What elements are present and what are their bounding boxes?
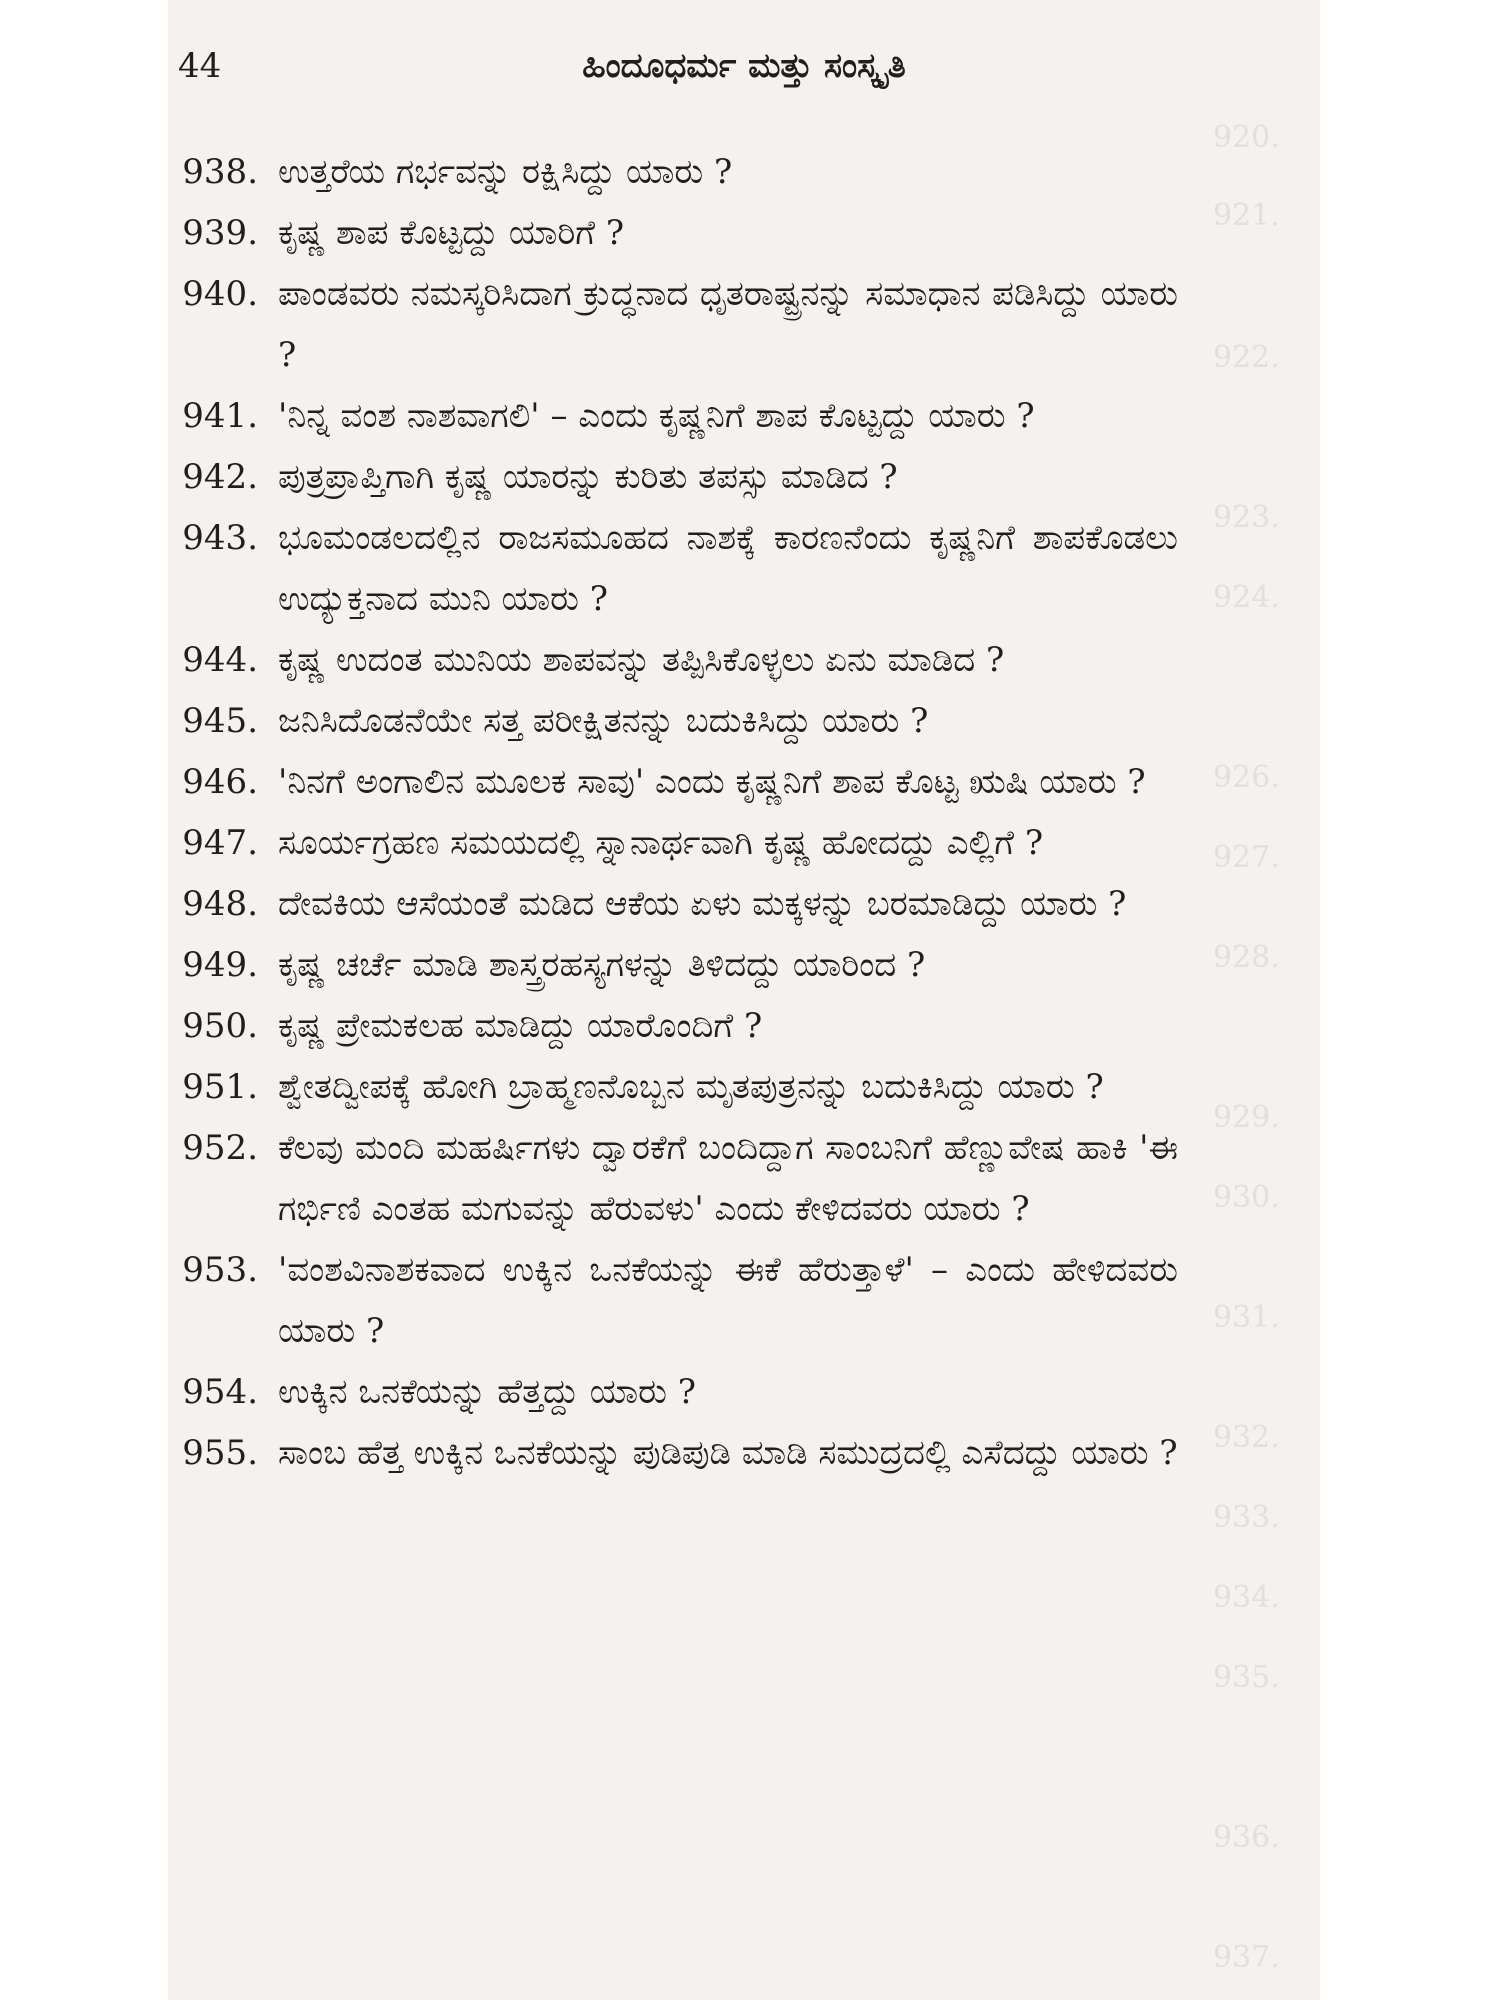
question-item xyxy=(168,691,1320,752)
question-item xyxy=(168,813,1320,874)
question-item xyxy=(168,630,1320,691)
question-item xyxy=(168,386,1320,447)
question-item xyxy=(168,935,1320,996)
question-number: 955. xyxy=(182,1433,258,1473)
question-number: 942. xyxy=(182,457,258,497)
question-number: 938. xyxy=(182,152,258,192)
question-text: 'ನಿನ್ನ ವಂಶ ನಾಶವಾಗಲಿ' – ಎಂದು ಕೃಷ್ಣನಿಗೆ ಶಾಪ ಕೊಟ್ಟದ್ದು ಯಾರು ? xyxy=(278,396,1035,436)
question-text: ದೇವಕಿಯ ಆಸೆಯಂತೆ ಮಡಿದ ಆಕೆಯ ಏಳು ಮಕ್ಕಳನ್ನು ಬರಮಾಡಿದ್ದು ಯಾರು ? xyxy=(278,884,1127,924)
question-text: 'ನಿನಗೆ ಅಂಗಾಲಿನ ಮೂಲಕ ಸಾವು' ಎಂದು ಕೃಷ್ಣನಿಗೆ ಶಾಪ ಕೊಟ್ಟ ಋಷಿ ಯಾರು ? xyxy=(278,762,1146,802)
question-number: 953. xyxy=(182,1250,258,1290)
question-number: 947. xyxy=(182,823,258,863)
question-number: 951. xyxy=(182,1067,258,1107)
question-number: 940. xyxy=(182,274,258,314)
question-number: 948. xyxy=(182,884,258,924)
question-number: 949. xyxy=(182,945,258,985)
question-item xyxy=(168,996,1320,1057)
question-text: ಉಕ್ಕಿನ ಒನಕೆಯನ್ನು ಹೆತ್ತದ್ದು ಯಾರು ? xyxy=(278,1372,696,1412)
question-text: ಕೆಲವು ಮಂದಿ ಮಹರ್ಷಿಗಳು ದ್ವಾರಕೆಗೆ ಬಂದಿದ್ದಾಗ ಸಾಂಬನಿಗೆ ಹೆಣ್ಣುವೇಷ ಹಾಕಿ 'ಈ ಗರ್ಭಿಣಿ ಎಂತಹ ಮಗುವನ್ನು ಹೆರುವಳು' ಎಂದು ಕೇಳಿದವರು ಯಾರು ? xyxy=(278,1128,1178,1229)
question-item xyxy=(168,1362,1320,1423)
question-text: ಕೃಷ್ಣ ಉದಂತ ಮುನಿಯ ಶಾಪವನ್ನು ತಪ್ಪಿಸಿಕೊಳ್ಳಲು ಏನು ಮಾಡಿದ ? xyxy=(278,640,1005,680)
question-item xyxy=(168,1240,1320,1362)
question-text: ಸೂರ್ಯಗ್ರಹಣ ಸಮಯದಲ್ಲಿ ಸ್ನಾನಾರ್ಥವಾಗಿ ಕೃಷ್ಣ ಹೋದದ್ದು ಎಲ್ಲಿಗೆ ? xyxy=(278,823,1044,863)
question-number: 952. xyxy=(182,1128,258,1168)
book-page xyxy=(168,0,1320,2000)
question-text: ಕೃಷ್ಣ ಚರ್ಚೆ ಮಾಡಿ ಶಾಸ್ತ್ರರಹಸ್ಯಗಳನ್ನು ತಿಳಿದದ್ದು ಯಾರಿಂದ ? xyxy=(278,945,926,985)
bleed-through-text: 920. 921. 922. 923. 924. 926. 927. 928. 929. 930. 931. 932. 933. 934. 935. 936. 937. xyxy=(1213,120,1280,1975)
question-item xyxy=(168,508,1320,630)
page-number: 44 xyxy=(178,46,222,86)
question-text: ಕೃಷ್ಣ ಶಾಪ ಕೊಟ್ಟದ್ದು ಯಾರಿಗೆ ? xyxy=(278,213,625,253)
page-header xyxy=(168,40,1320,90)
question-item xyxy=(168,203,1320,264)
question-text: ಶ್ವೇತದ್ವೀಪಕ್ಕೆ ಹೋಗಿ ಬ್ರಾಹ್ಮಣನೊಬ್ಬನ ಮೃತಪುತ್ರನನ್ನು ಬದುಕಿಸಿದ್ದು ಯಾರು ? xyxy=(278,1067,1104,1107)
question-number: 950. xyxy=(182,1006,258,1046)
question-item xyxy=(168,264,1320,386)
question-number: 946. xyxy=(182,762,258,802)
question-text: ಪುತ್ರಪ್ರಾಪ್ತಿಗಾಗಿ ಕೃಷ್ಣ ಯಾರನ್ನು ಕುರಿತು ತಪಸ್ಸು ಮಾಡಿದ ? xyxy=(278,457,898,497)
question-text: ಉತ್ತರೆಯ ಗರ್ಭವನ್ನು ರಕ್ಷಿಸಿದ್ದು ಯಾರು ? xyxy=(278,152,733,192)
question-number: 954. xyxy=(182,1372,258,1412)
question-number: 944. xyxy=(182,640,258,680)
question-item xyxy=(168,752,1320,813)
question-item xyxy=(168,1118,1320,1240)
question-item xyxy=(168,874,1320,935)
question-number: 939. xyxy=(182,213,258,253)
question-item xyxy=(168,1057,1320,1118)
question-number: 943. xyxy=(182,518,258,558)
question-list xyxy=(168,142,1320,1484)
question-item xyxy=(168,142,1320,203)
question-text: ಜನಿಸಿದೊಡನೆಯೇ ಸತ್ತ ಪರೀಕ್ಷಿತನನ್ನು ಬದುಕಿಸಿದ್ದು ಯಾರು ? xyxy=(278,701,929,741)
question-item xyxy=(168,447,1320,508)
running-title: ಹಿಂದೂಧರ್ಮ ಮತ್ತು ಸಂಸ್ಕೃತಿ xyxy=(582,46,906,86)
question-number: 941. xyxy=(182,396,258,436)
question-text: ಭೂಮಂಡಲದಲ್ಲಿನ ರಾಜಸಮೂಹದ ನಾಶಕ್ಕೆ ಕಾರಣನೆಂದು ಕೃಷ್ಣನಿಗೆ ಶಾಪಕೊಡಲು ಉದ್ಯುಕ್ತನಾದ ಮುನಿ ಯಾರು ? xyxy=(278,518,1178,619)
question-text: ಪಾಂಡವರು ನಮಸ್ಕರಿಸಿದಾಗ ಕ್ರುದ್ಧನಾದ ಧೃತರಾಷ್ಟ್ರನನ್ನು ಸಮಾಧಾನ ಪಡಿಸಿದ್ದು ಯಾರು ? xyxy=(278,274,1178,375)
question-text: ಸಾಂಬ ಹೆತ್ತ ಉಕ್ಕಿನ ಒನಕೆಯನ್ನು ಪುಡಿಪುಡಿ ಮಾಡಿ ಸಮುದ್ರದಲ್ಲಿ ಎಸೆದದ್ದು ಯಾರು ? xyxy=(278,1433,1178,1473)
question-text: 'ವಂಶವಿನಾಶಕವಾದ ಉಕ್ಕಿನ ಒನಕೆಯನ್ನು ಈಕೆ ಹೆರುತ್ತಾಳೆ' – ಎಂದು ಹೇಳಿದವರು ಯಾರು ? xyxy=(278,1250,1178,1351)
question-item xyxy=(168,1423,1320,1484)
question-text: ಕೃಷ್ಣ ಪ್ರೇಮಕಲಹ ಮಾಡಿದ್ದು ಯಾರೊಂದಿಗೆ ? xyxy=(278,1006,763,1046)
question-number: 945. xyxy=(182,701,258,741)
